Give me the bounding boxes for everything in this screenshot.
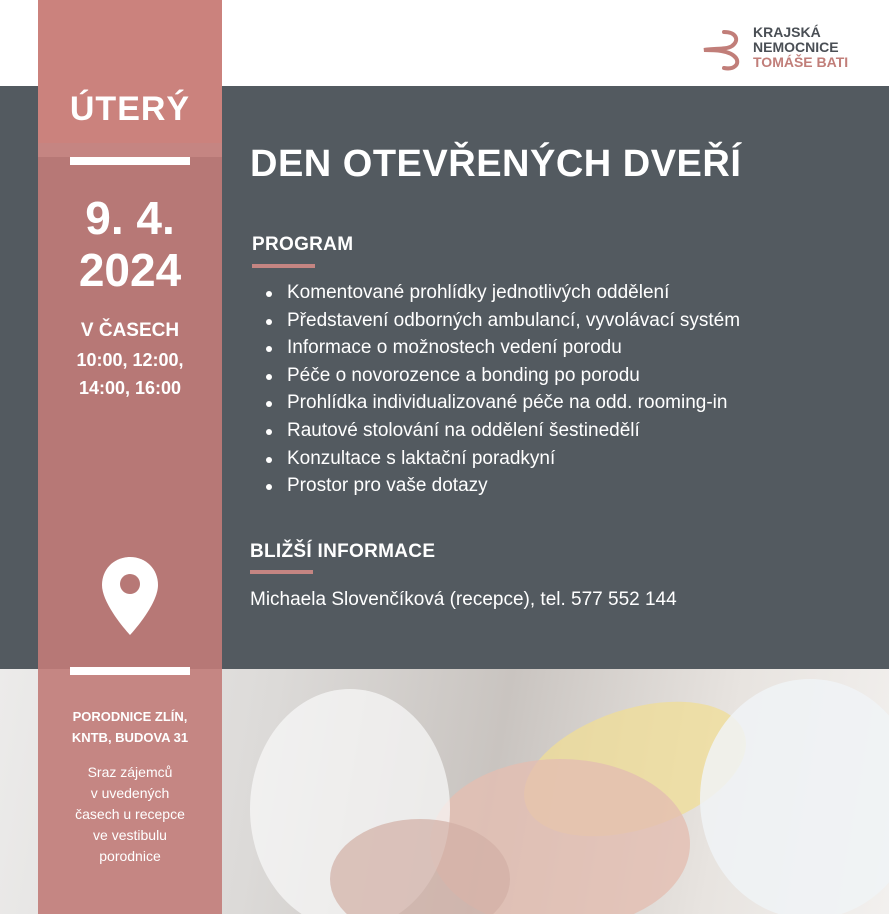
- list-item: Prohlídka individualizované péče na odd. rooming-in: [264, 389, 740, 417]
- info-heading: BLIŽŠÍ INFORMACE: [250, 541, 436, 562]
- times-line: 14:00, 16:00: [78, 378, 182, 398]
- meeting-line: Sraz zájemců: [87, 764, 173, 780]
- date-label: [38, 192, 222, 296]
- times-list: [38, 346, 222, 402]
- meeting-line: ve vestibulu: [93, 827, 167, 843]
- date-year: 2024: [78, 244, 182, 296]
- list-item: Rautové stolování na oddělení šestinedělí: [264, 417, 740, 445]
- meeting-line: porodnice: [99, 848, 161, 864]
- list-item: Představení odborných ambulancí, vyvolávací systém: [264, 307, 740, 335]
- meeting-line: časech u recepce: [75, 806, 185, 822]
- times-heading: V ČASECH: [80, 320, 180, 341]
- venue-line: PORODNICE ZLÍN,: [72, 709, 188, 724]
- times-line: 10:00, 12:00,: [76, 350, 184, 370]
- logo-line: KRAJSKÁ: [753, 24, 821, 40]
- program-list: [264, 279, 740, 500]
- logo-line: NEMOCNICE: [753, 39, 839, 55]
- program-heading: PROGRAM: [252, 234, 354, 255]
- program-underline: [252, 264, 315, 268]
- list-item: Péče o novorozence a bonding po porodu: [264, 362, 740, 390]
- list-item: Prostor pro vaše dotazy: [264, 472, 740, 500]
- day-label: ÚTERÝ: [69, 90, 191, 128]
- meeting-line: v uvedených: [90, 785, 170, 801]
- date-day-month: 9. 4.: [85, 192, 175, 244]
- list-item: Komentované prohlídky jednotlivých oddělení: [264, 279, 740, 307]
- page-title: DEN OTEVŘENÝCH DVEŘÍ: [250, 143, 742, 185]
- map-pin-icon: [100, 555, 160, 637]
- venue-label: [38, 706, 222, 748]
- info-underline: [250, 570, 313, 574]
- divider-bottom: [70, 667, 190, 675]
- hospital-logo: [700, 24, 870, 74]
- list-item: Konzultace s laktační poradkyní: [264, 445, 740, 473]
- divider-top: [70, 157, 190, 165]
- meeting-note: [50, 762, 210, 867]
- logo-line-accent: TOMÁŠE BATI: [753, 54, 849, 70]
- logo-swirl-icon: [700, 28, 746, 72]
- venue-line: KNTB, BUDOVA 31: [71, 730, 189, 745]
- list-item: Informace o možnostech vedení porodu: [264, 334, 740, 362]
- contact-info: Michaela Slovenčíková (recepce), tel. 577 552 144: [250, 589, 677, 610]
